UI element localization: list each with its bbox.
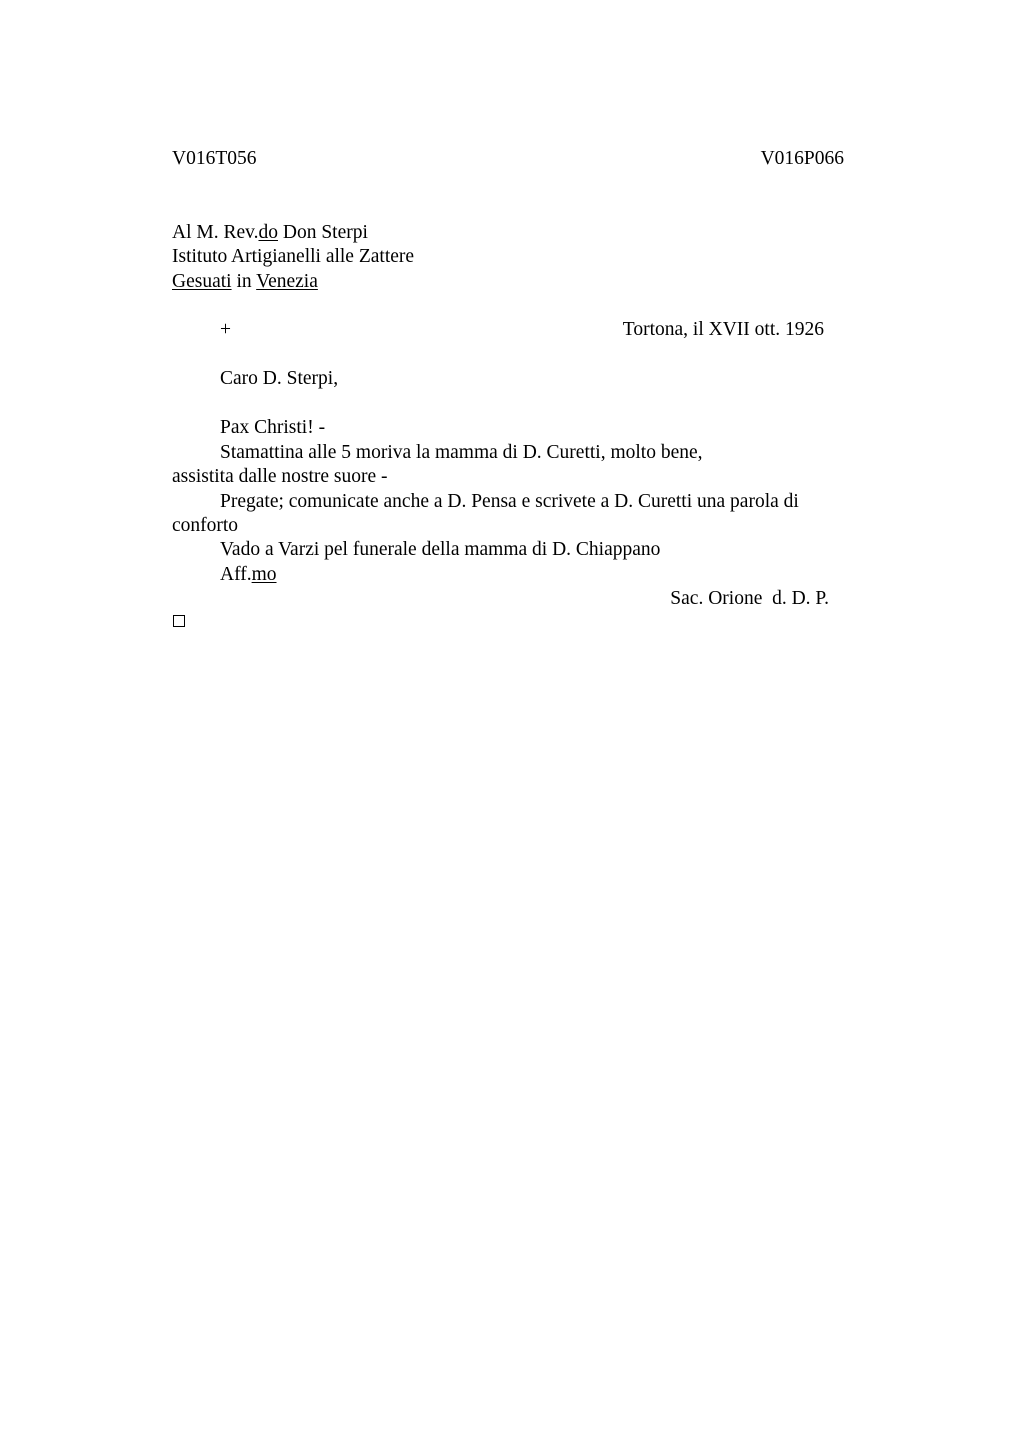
address-title: Al M. Rev. <box>172 222 259 243</box>
paragraph-2-line-1: Pregate; comunicate anche a D. Pensa e scrivete a D. Curetti una parola di <box>220 491 799 512</box>
place-date: Tortona, il XVII ott. 1926 <box>622 319 824 340</box>
closing <box>220 565 277 585</box>
closing-abbr: Aff. <box>220 564 252 585</box>
address-city: Venezia <box>256 271 318 292</box>
greeting: Pax Christi! - <box>220 417 326 438</box>
address-line-1 <box>172 223 368 243</box>
cross-mark: + <box>220 319 231 340</box>
address-line-2: Istituto Artigianelli alle Zattere <box>172 246 415 267</box>
paragraph-3: Vado a Varzi pel funerale della mamma di D. Chiappano <box>220 539 661 560</box>
address-connector: in <box>231 271 257 292</box>
document-code-right: V016P066 <box>760 148 844 169</box>
paragraph-1-line-1: Stamattina alle 5 moriva la mamma di D. Curetti, molto bene, <box>220 442 703 463</box>
address-locality: Gesuati <box>172 271 232 292</box>
end-box-icon <box>173 615 185 627</box>
paragraph-1-line-2: assistita dalle nostre suore - <box>172 466 388 487</box>
salutation: Caro D. Sterpi, <box>220 368 339 389</box>
paragraph-2-line-2: conforto <box>172 515 239 536</box>
document-code-left: V016T056 <box>172 148 257 169</box>
address-recipient: Don Sterpi <box>277 222 368 243</box>
signature: Sac. Orione d. D. P. <box>670 588 829 609</box>
address-title-abbr: do <box>258 222 278 243</box>
closing-abbr-sup: mo <box>251 564 277 585</box>
address-line-3 <box>172 272 318 292</box>
